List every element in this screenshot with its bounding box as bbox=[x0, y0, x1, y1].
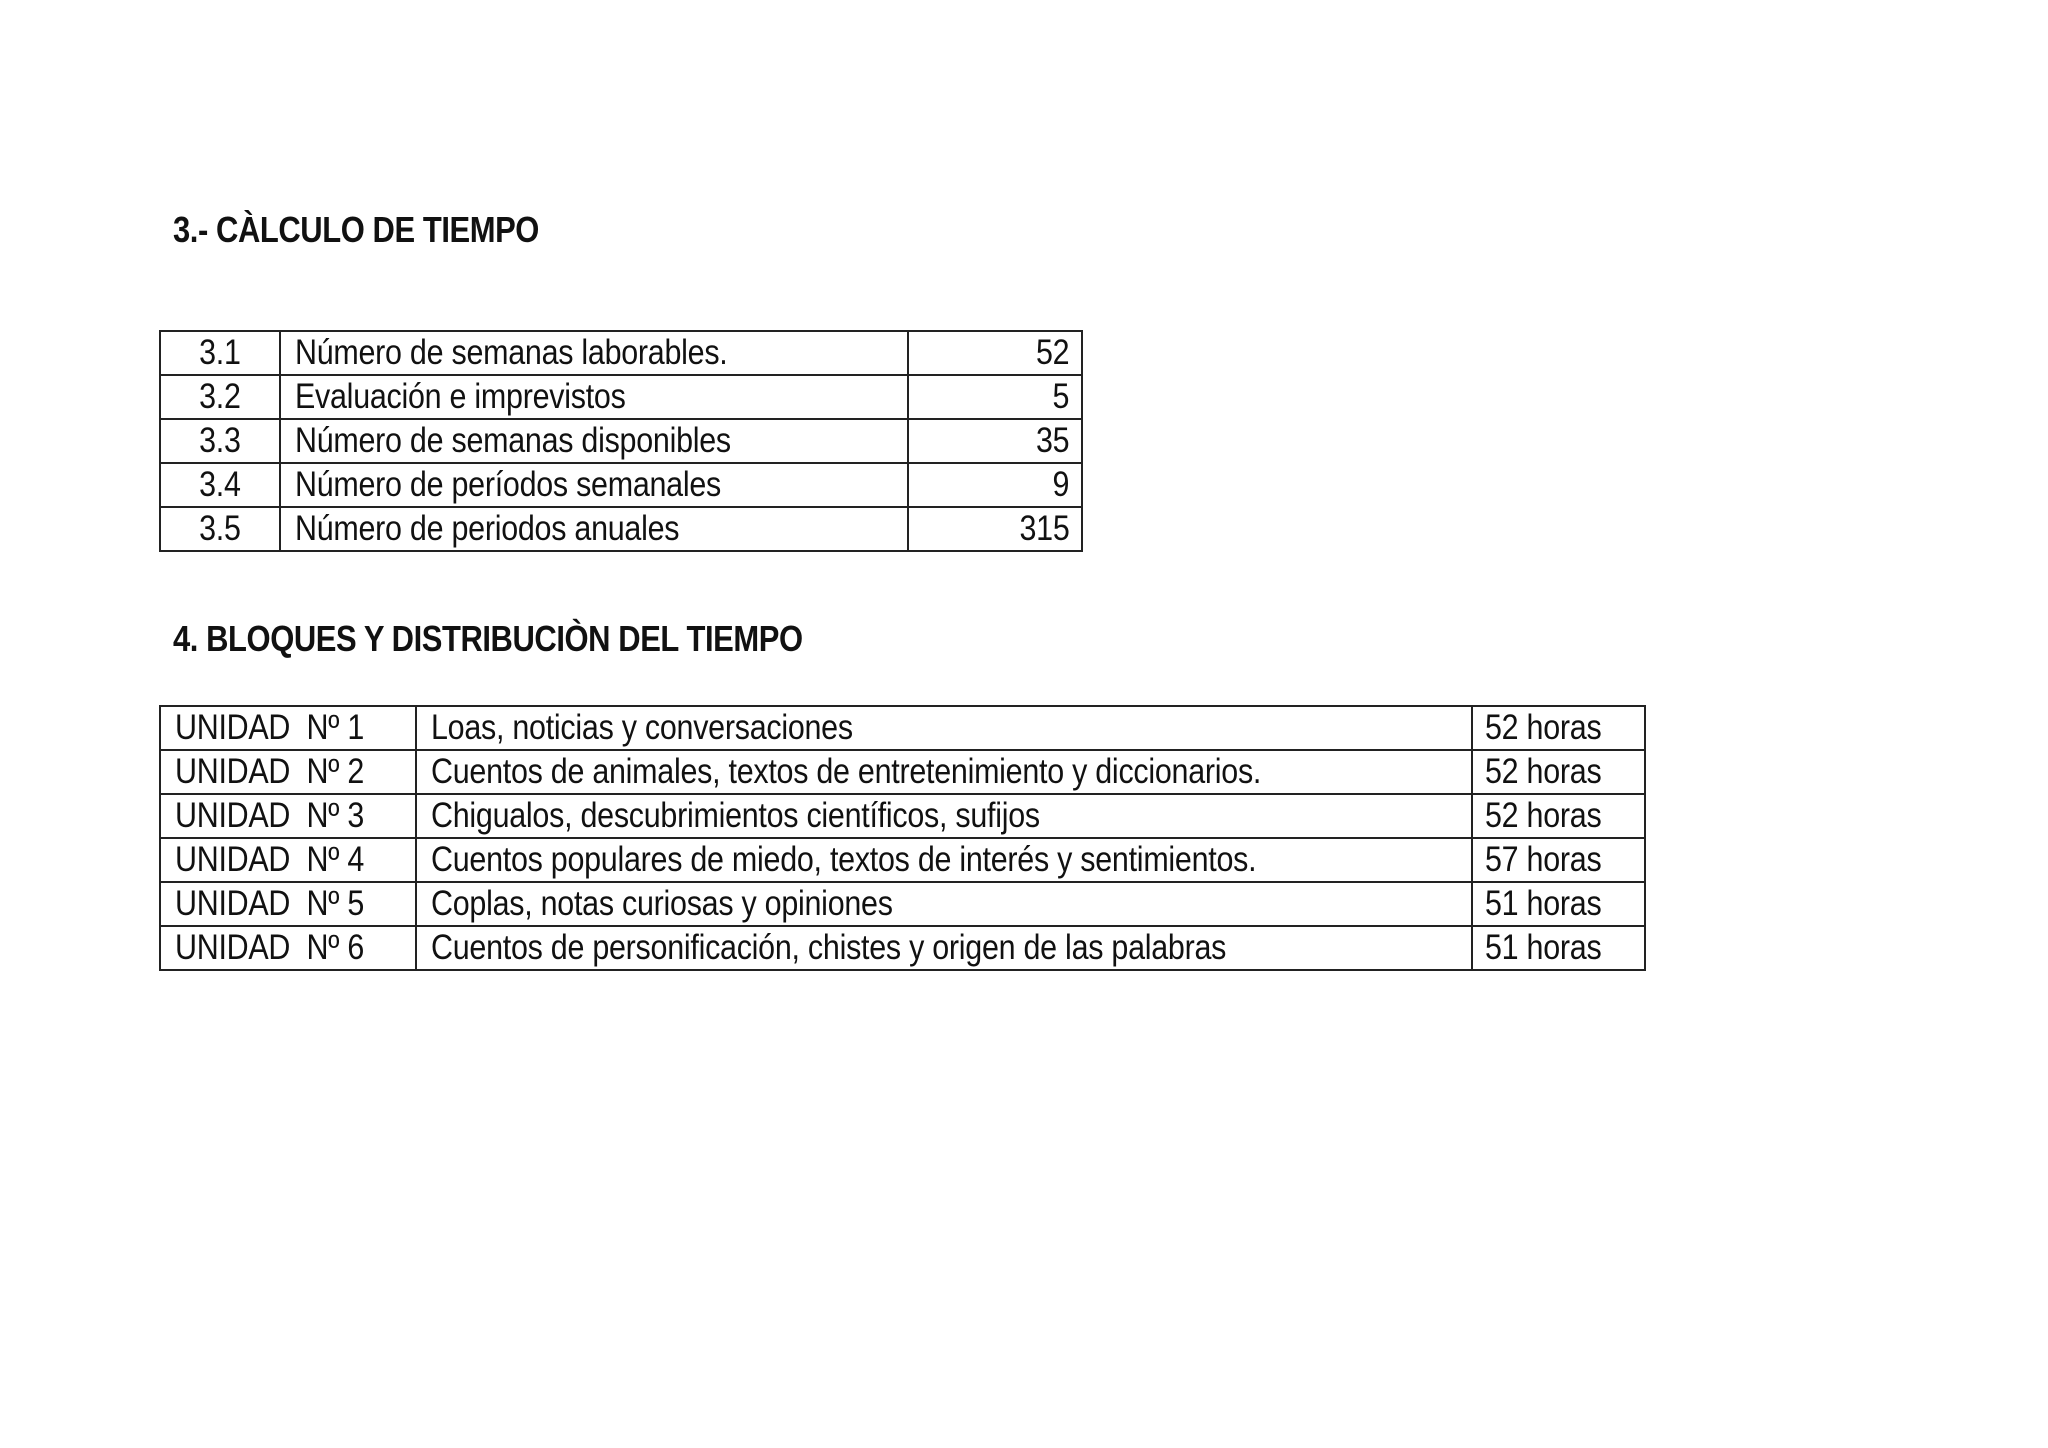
unit-cell: UNIDAD Nº 6 bbox=[160, 926, 416, 970]
section-4-title: 4. BLOQUES Y DISTRIBUCIÒN DEL TIEMPO bbox=[173, 618, 803, 659]
table-row bbox=[160, 882, 1645, 926]
units-distribution-table bbox=[159, 705, 1646, 971]
unit-cell: UNIDAD Nº 3 bbox=[160, 794, 416, 838]
unit-cell: UNIDAD Nº 4 bbox=[160, 838, 416, 882]
row-label-cell: Número de semanas laborables. bbox=[280, 331, 908, 375]
unit-content-cell: Loas, noticias y conversaciones bbox=[416, 706, 1472, 750]
row-value-cell: 52 bbox=[908, 331, 1082, 375]
row-number-cell: 3.3 bbox=[160, 419, 280, 463]
unit-hours-cell: 57 horas bbox=[1472, 838, 1645, 882]
row-value-cell: 9 bbox=[908, 463, 1082, 507]
row-value-cell: 35 bbox=[908, 419, 1082, 463]
unit-content-cell: Chigualos, descubrimientos científicos, sufijos bbox=[416, 794, 1472, 838]
unit-hours-cell: 52 horas bbox=[1472, 750, 1645, 794]
table-row bbox=[160, 419, 1082, 463]
unit-cell: UNIDAD Nº 5 bbox=[160, 882, 416, 926]
table-row bbox=[160, 463, 1082, 507]
unit-cell: UNIDAD Nº 2 bbox=[160, 750, 416, 794]
row-number-cell: 3.1 bbox=[160, 331, 280, 375]
unit-cell: UNIDAD Nº 1 bbox=[160, 706, 416, 750]
table-row bbox=[160, 750, 1645, 794]
table-row bbox=[160, 706, 1645, 750]
row-label-cell: Número de periodos anuales bbox=[280, 507, 908, 551]
unit-content-cell: Cuentos populares de miedo, textos de interés y sentimientos. bbox=[416, 838, 1472, 882]
table-row bbox=[160, 507, 1082, 551]
row-number-cell: 3.4 bbox=[160, 463, 280, 507]
section-3-title: 3.- CÀLCULO DE TIEMPO bbox=[173, 209, 539, 250]
unit-hours-cell: 52 horas bbox=[1472, 794, 1645, 838]
row-value-cell: 315 bbox=[908, 507, 1082, 551]
table-row bbox=[160, 926, 1645, 970]
table-row bbox=[160, 838, 1645, 882]
unit-hours-cell: 51 horas bbox=[1472, 882, 1645, 926]
row-number-cell: 3.5 bbox=[160, 507, 280, 551]
row-label-cell: Número de períodos semanales bbox=[280, 463, 908, 507]
row-number-cell: 3.2 bbox=[160, 375, 280, 419]
table-row bbox=[160, 331, 1082, 375]
row-label-cell: Evaluación e imprevistos bbox=[280, 375, 908, 419]
unit-content-cell: Cuentos de personificación, chistes y origen de las palabras bbox=[416, 926, 1472, 970]
row-label-cell: Número de semanas disponibles bbox=[280, 419, 908, 463]
row-value-cell: 5 bbox=[908, 375, 1082, 419]
time-calculation-table bbox=[159, 330, 1083, 552]
table-row bbox=[160, 794, 1645, 838]
unit-hours-cell: 52 horas bbox=[1472, 706, 1645, 750]
unit-content-cell: Cuentos de animales, textos de entretenimiento y diccionarios. bbox=[416, 750, 1472, 794]
unit-content-cell: Coplas, notas curiosas y opiniones bbox=[416, 882, 1472, 926]
unit-hours-cell: 51 horas bbox=[1472, 926, 1645, 970]
table-row bbox=[160, 375, 1082, 419]
